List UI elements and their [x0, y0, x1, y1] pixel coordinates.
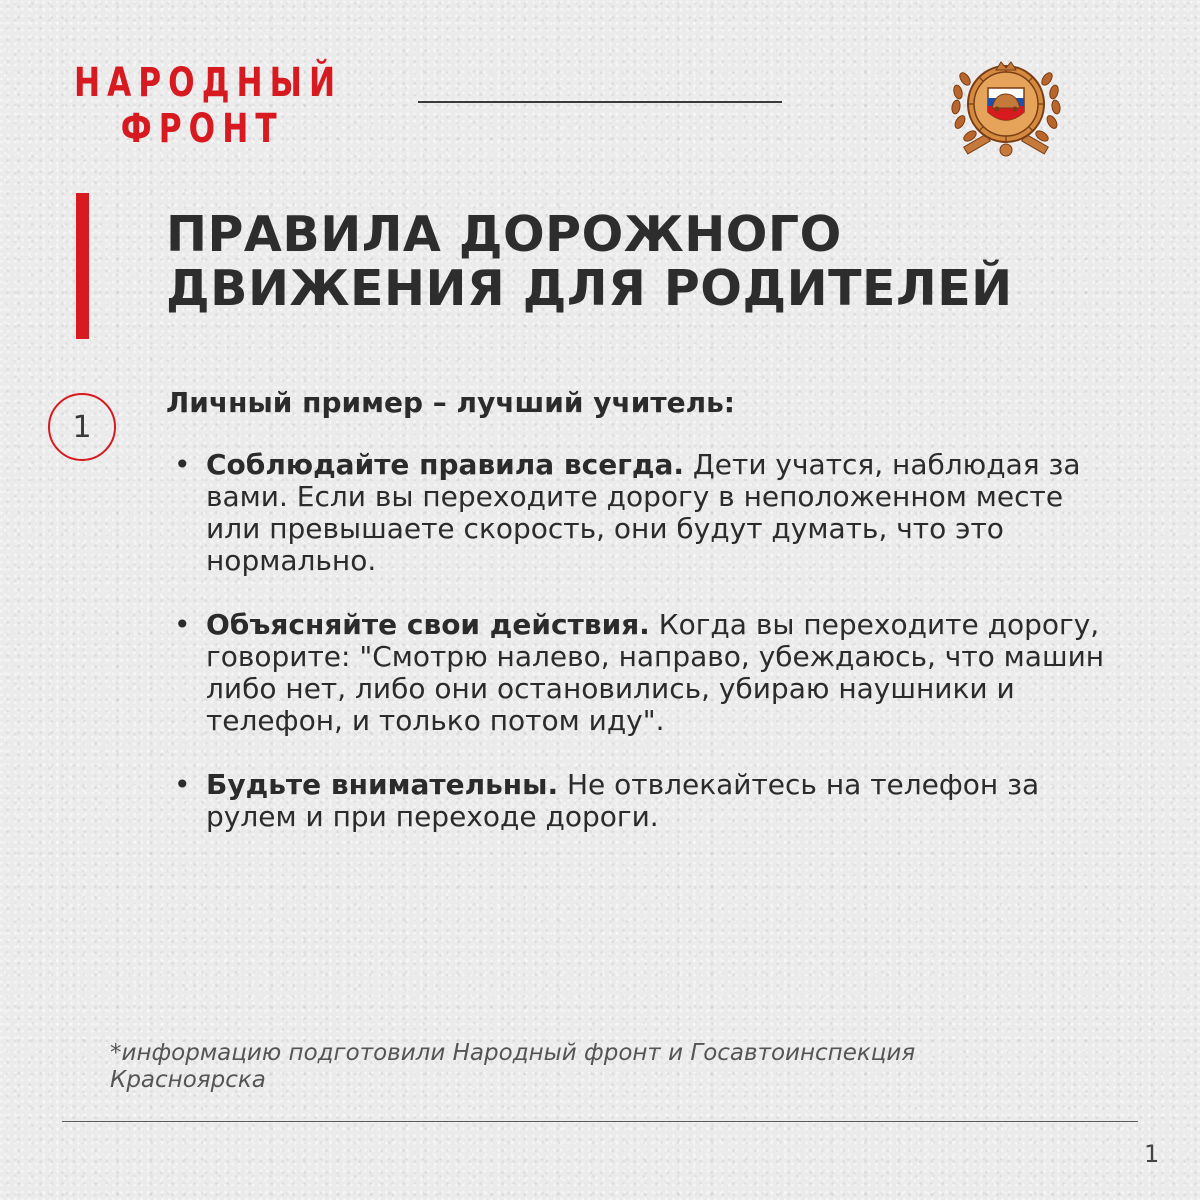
- gibdd-emblem-icon: [946, 52, 1066, 160]
- title-accent-bar: [76, 193, 89, 339]
- list-item-heading: Объясняйте свои действия.: [206, 608, 650, 641]
- section-number-badge: 1: [48, 393, 116, 461]
- list-item: [170, 609, 1120, 737]
- list-item-heading: Будьте внимательны.: [206, 768, 559, 801]
- footer-divider: [62, 1121, 1138, 1122]
- list-item: [170, 449, 1120, 577]
- page-title: [166, 208, 1126, 316]
- page-title-line2: ДВИЖЕНИЯ ДЛЯ РОДИТЕЛЕЙ: [166, 260, 1013, 317]
- brand-logo: [74, 60, 343, 152]
- list-item-text: Когда вы переходите дорогу, говорите: "Смотрю налево, направо, убеждаюсь, что машин либо нет, либо они остановились, убираю наушники и телефон, и только потом иду".: [206, 608, 1105, 737]
- section-subtitle: Личный пример – лучший учитель:: [166, 386, 735, 419]
- list-item-heading: Соблюдайте правила всегда.: [206, 448, 685, 481]
- source-footnote: *информацию подготовили Народный фронт и Госавтоинспекция Красноярска: [110, 1040, 916, 1093]
- page-title-line1: ПРАВИЛА ДОРОЖНОГО: [166, 206, 842, 263]
- brand-logo-line2: ФРОНТ: [120, 106, 284, 152]
- page-number: 1: [1144, 1140, 1160, 1168]
- brand-logo-line1: НАРОДНЫЙ: [74, 60, 343, 106]
- list-item: [170, 769, 1120, 833]
- tips-list: [170, 449, 1120, 865]
- list-item-text: Дети учатся, наблюдая за вами. Если вы переходите дорогу в неположенном месте или превышаете скорость, они будут думать, что это нормально.: [206, 448, 1081, 577]
- list-item-text: Не отвлекайтесь на телефон за рулем и при переходе дороги.: [206, 768, 1040, 833]
- header-divider: [418, 101, 782, 103]
